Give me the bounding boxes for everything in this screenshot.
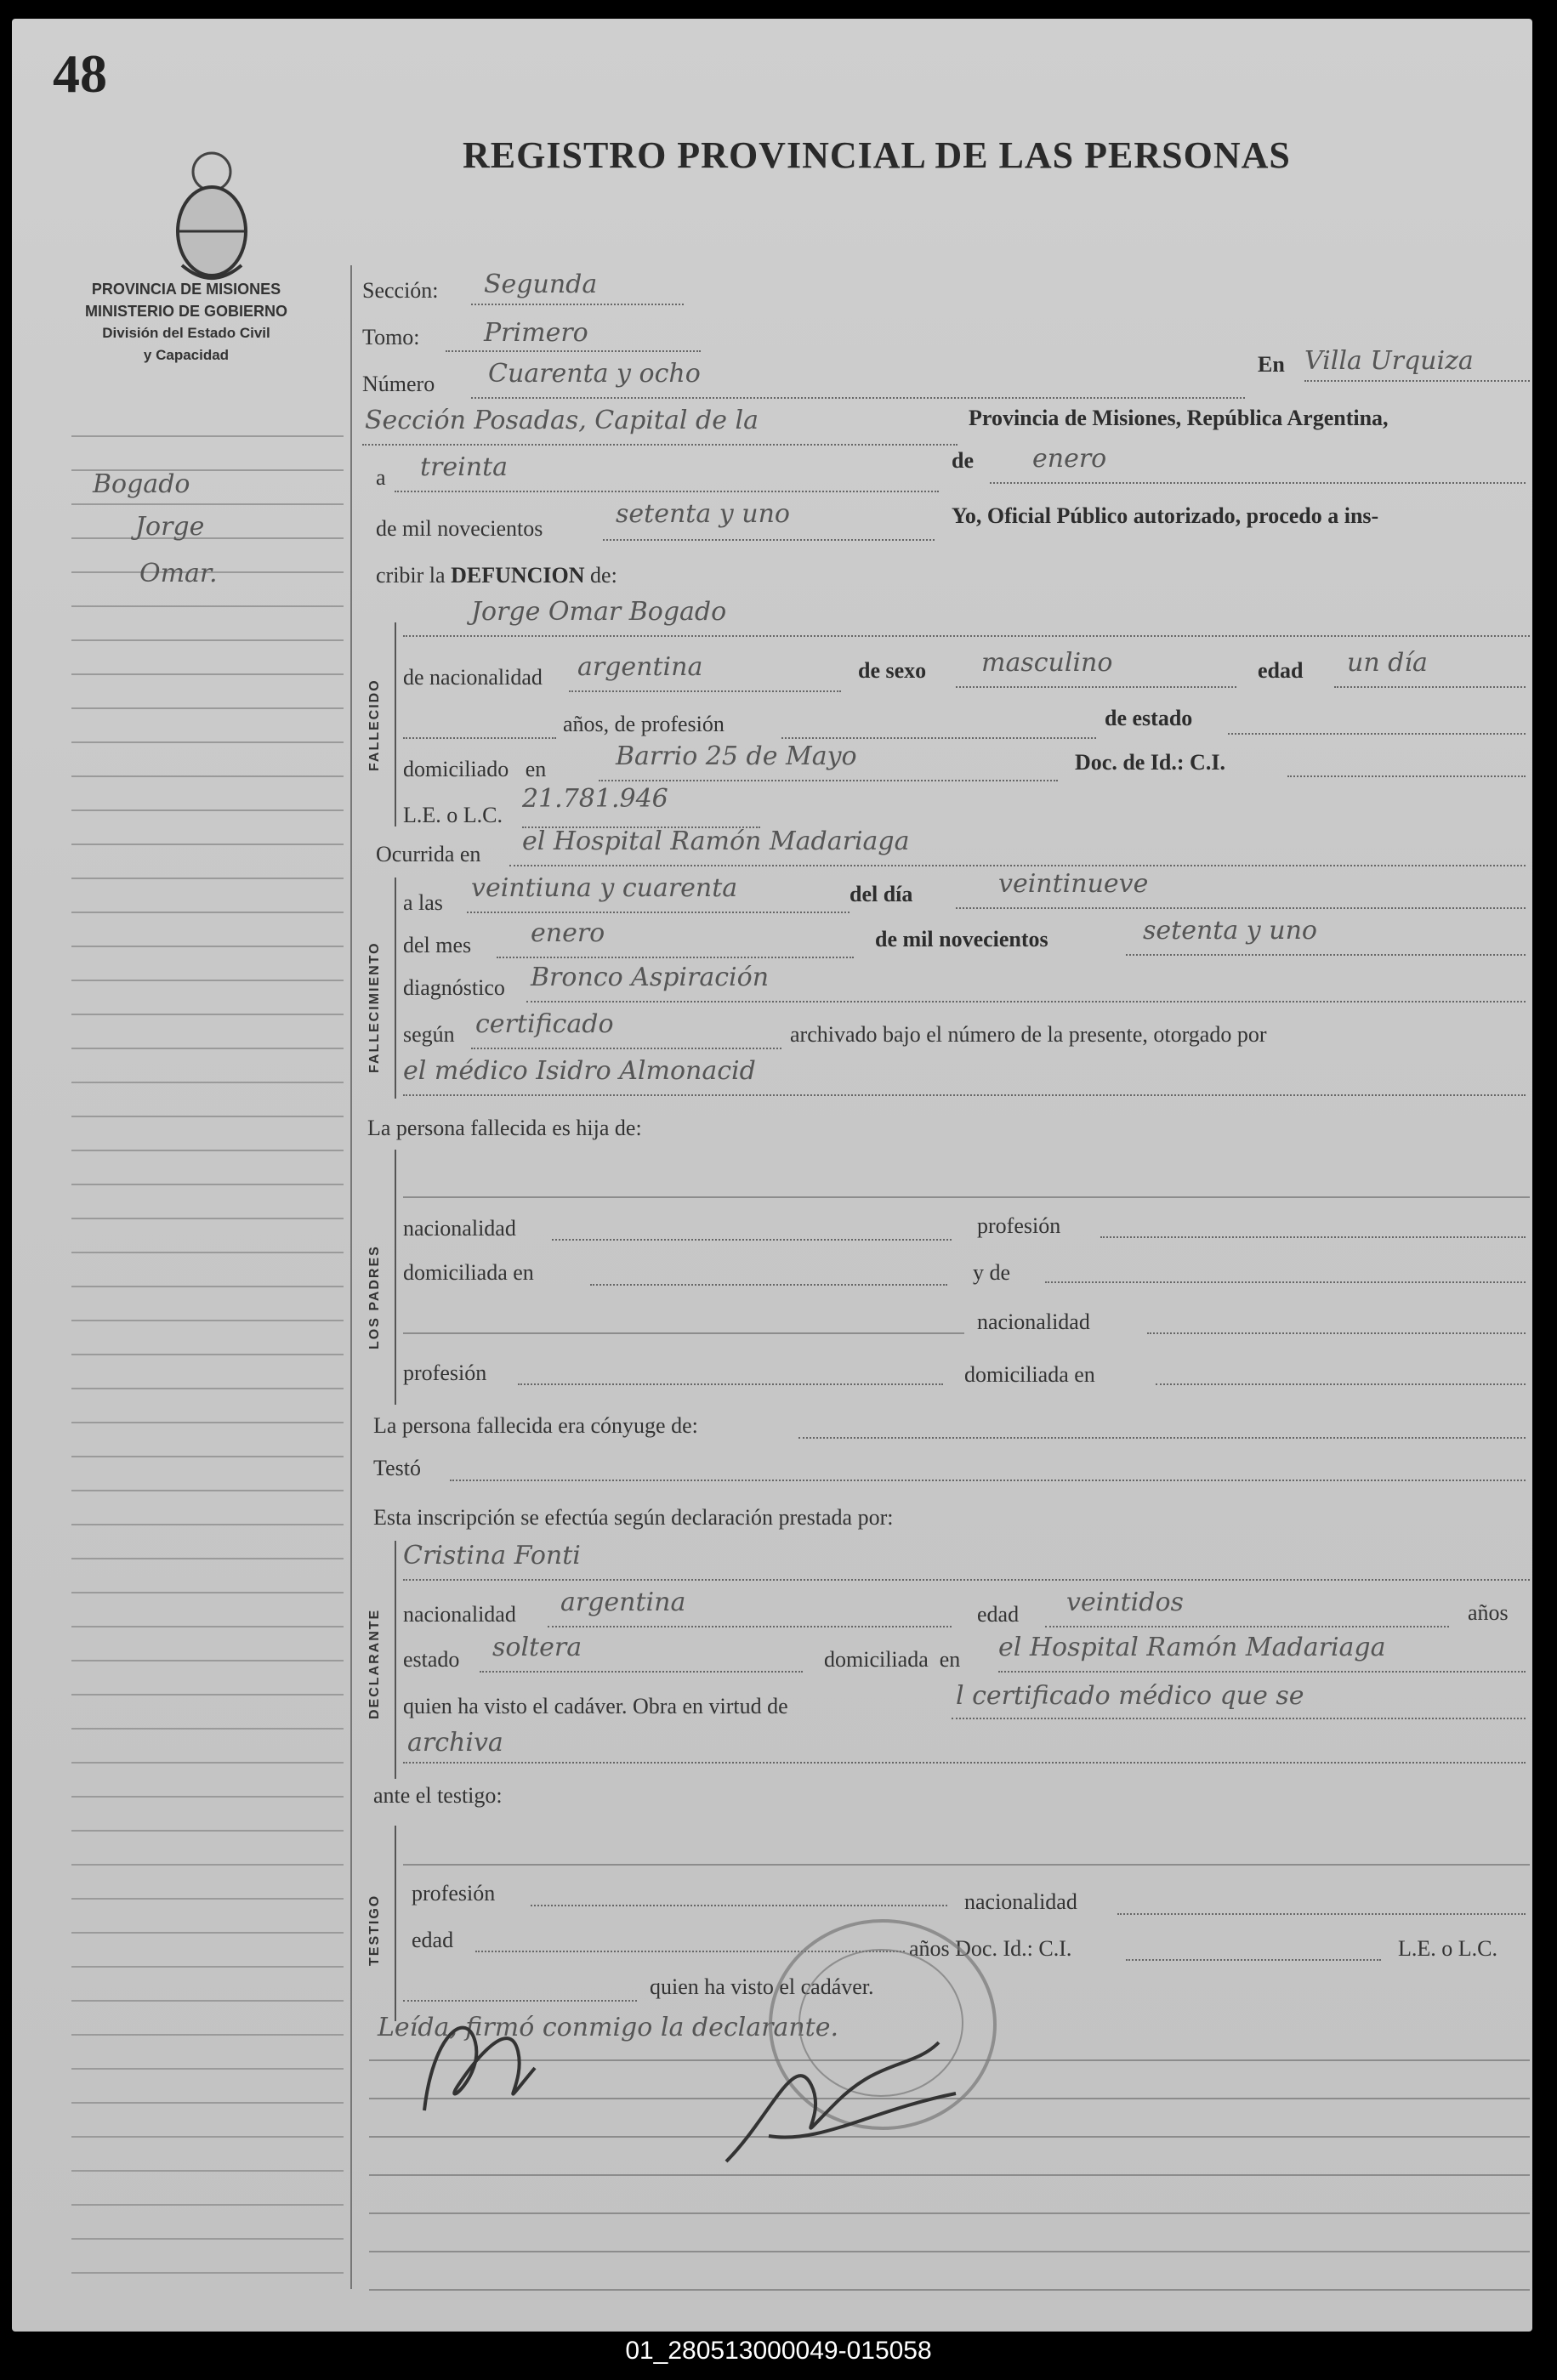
side-label-fallecimiento: FALLECIMIENTO bbox=[367, 941, 382, 1073]
label-p-prof: profesión bbox=[977, 1213, 1061, 1238]
label-d-anos: años bbox=[1468, 1600, 1509, 1625]
label-testo: Testó bbox=[373, 1456, 421, 1480]
label-segun: según bbox=[403, 1022, 455, 1047]
margin-note-1: Bogado bbox=[93, 469, 190, 499]
footer-filename: 01_280513000049-015058 bbox=[625, 2337, 932, 2365]
value-ocurrida: el Hospital Ramón Madariaga bbox=[522, 826, 910, 856]
margin-note-3: Omar. bbox=[139, 559, 218, 588]
label-p-prof2: profesión bbox=[403, 1360, 487, 1385]
label-d-dom: domiciliada bbox=[824, 1647, 929, 1672]
value-le: 21.781.946 bbox=[522, 784, 668, 814]
label-del-dia: del día bbox=[850, 882, 913, 906]
value-hora: veintiuna y cuarenta bbox=[471, 873, 738, 903]
value-dia2: veintinueve bbox=[998, 869, 1149, 899]
label-t-nac: nacionalidad bbox=[964, 1889, 1077, 1914]
value-dia: treinta bbox=[420, 452, 509, 482]
side-label-declarante: DECLARANTE bbox=[367, 1608, 382, 1719]
label-le: L.E. o L.C. bbox=[403, 803, 503, 827]
label-p-yde: y de bbox=[973, 1260, 1011, 1285]
label-ocurrida: Ocurrida en bbox=[376, 842, 481, 866]
label-provincia: Provincia de Misiones, República Argentina, bbox=[969, 406, 1389, 430]
label-a-las: a las bbox=[403, 890, 443, 915]
value-d-edad: veintidos bbox=[1066, 1588, 1184, 1617]
signature-declarante-icon bbox=[407, 1983, 560, 2136]
register-page bbox=[12, 19, 1532, 2332]
label-diagnostico: diagnóstico bbox=[403, 975, 505, 1000]
value-d-estado: soltera bbox=[492, 1633, 582, 1662]
value-mes: enero bbox=[1032, 444, 1107, 474]
label-domiciliad: domiciliad bbox=[403, 757, 498, 781]
value-declarante: Cristina Fonti bbox=[403, 1541, 581, 1571]
label-d-estado: estado bbox=[403, 1647, 460, 1672]
value-mes2: enero bbox=[531, 918, 605, 948]
label-d-en: en bbox=[939, 1647, 961, 1672]
label-en2: en bbox=[525, 757, 547, 781]
value-d-obra2: archiva bbox=[407, 1728, 503, 1758]
label-d-visto: quien ha visto el cadáver. Obra en virtud de bbox=[403, 1694, 788, 1718]
value-edad: un día bbox=[1347, 648, 1428, 678]
value-numero: Cuarenta y ocho bbox=[488, 359, 701, 389]
label-p-nac2: nacionalidad bbox=[977, 1309, 1090, 1334]
label-p-dom: domiciliada en bbox=[403, 1260, 534, 1285]
label-d-edad: edad bbox=[977, 1602, 1020, 1627]
label-sexo: de sexo bbox=[858, 658, 927, 683]
value-seccion-line: Sección Posadas, Capital de la bbox=[365, 406, 759, 435]
label-cribir: cribir la bbox=[376, 563, 446, 588]
label-t-anos: años Doc. Id.: C.I. bbox=[909, 1936, 1072, 1961]
label-defuncion: DEFUNCION bbox=[451, 563, 585, 588]
label-t-visto: quien ha visto el cadáver. bbox=[650, 1974, 874, 1999]
label-conyuge: La persona fallecida era cónyuge de: bbox=[373, 1413, 698, 1438]
label-t-le: L.E. o L.C. bbox=[1398, 1936, 1497, 1961]
label-cribir-row bbox=[376, 563, 617, 588]
label-p-dom2: domiciliada en bbox=[964, 1362, 1095, 1387]
coat-of-arms-icon bbox=[165, 146, 259, 282]
label-en: En bbox=[1258, 352, 1285, 377]
value-seccion: Segunda bbox=[484, 270, 598, 299]
value-otorgado: el médico Isidro Almonacid bbox=[403, 1056, 756, 1086]
label-numero: Número bbox=[362, 372, 435, 396]
value-d-obra: l certificado médico que se bbox=[956, 1681, 1304, 1711]
page-title: REGISTRO PROVINCIAL DE LAS PERSONAS bbox=[463, 134, 1291, 176]
label-tomo: Tomo: bbox=[362, 325, 420, 349]
ministry-line-1: PROVINCIA DE MISIONES bbox=[91, 281, 281, 298]
ministry-block bbox=[46, 278, 327, 366]
label-inscripcion: Esta inscripción se efectúa según declaración prestada por: bbox=[373, 1505, 894, 1530]
label-nacionalidad: de nacionalidad bbox=[403, 665, 543, 690]
signature-oficial-icon bbox=[718, 2017, 973, 2187]
label-domiciliad-row: domiciliado en bbox=[403, 757, 547, 781]
side-label-testigo: TESTIGO bbox=[367, 1894, 382, 1966]
label-p-nac: nacionalidad bbox=[403, 1216, 516, 1241]
value-diagnostico: Bronco Aspiración bbox=[531, 963, 770, 992]
label-doc: Doc. de Id.: C.I. bbox=[1075, 750, 1225, 775]
side-label-fallecido: FALLECIDO bbox=[367, 679, 382, 771]
value-nombre: Jorge Omar Bogado bbox=[471, 597, 727, 627]
label-t-edad: edad bbox=[412, 1928, 454, 1952]
label-archivado: archivado bajo el número de la presente, otorgado por bbox=[790, 1022, 1267, 1047]
value-d-dom: el Hospital Ramón Madariaga bbox=[998, 1633, 1386, 1662]
label-d-dom-row bbox=[824, 1647, 960, 1673]
label-d-nac: nacionalidad bbox=[403, 1602, 516, 1627]
side-label-padres: LOS PADRES bbox=[367, 1245, 382, 1349]
label-de2: de: bbox=[590, 563, 617, 588]
label-ante: ante el testigo: bbox=[373, 1783, 503, 1808]
label-anos-prof: años, de profesión bbox=[563, 712, 725, 736]
value-d-nac: argentina bbox=[560, 1588, 686, 1617]
value-tomo: Primero bbox=[484, 318, 588, 348]
margin-note-2: Jorge bbox=[135, 512, 205, 542]
label-t-prof: profesión bbox=[412, 1881, 496, 1906]
value-en: Villa Urquiza bbox=[1304, 346, 1474, 376]
label-oficial: Yo, Oficial Público autorizado, procedo a ins- bbox=[952, 503, 1379, 528]
label-de: de bbox=[952, 448, 974, 473]
value-anio: setenta y uno bbox=[616, 499, 790, 529]
value-firma-nota: Leída, firmó conmigo la declarante. bbox=[378, 2013, 839, 2042]
value-sexo: masculino bbox=[981, 648, 1113, 678]
label-hija: La persona fallecida es hija de: bbox=[367, 1116, 642, 1140]
label-de-mil: de mil novecientos bbox=[376, 516, 543, 541]
label-seccion: Sección: bbox=[362, 278, 439, 303]
value-segun: certificado bbox=[475, 1009, 614, 1039]
label-estado: de estado bbox=[1105, 706, 1193, 730]
page-number: 48 bbox=[53, 43, 107, 104]
value-nacionalidad: argentina bbox=[577, 652, 703, 682]
label-a: a bbox=[376, 465, 386, 490]
value-domicilio: Barrio 25 de Mayo bbox=[616, 741, 857, 771]
ministry-line-2: MINISTERIO DE GOBIERNO bbox=[84, 303, 288, 320]
label-del-mes: del mes bbox=[403, 933, 472, 957]
ministry-line-4: y Capacidad bbox=[143, 347, 230, 363]
value-anio2: setenta y uno bbox=[1143, 916, 1317, 946]
label-edad: edad bbox=[1258, 658, 1304, 683]
ministry-line-3: División del Estado Civil bbox=[102, 325, 270, 341]
label-de-mil2: de mil novecientos bbox=[875, 927, 1048, 951]
